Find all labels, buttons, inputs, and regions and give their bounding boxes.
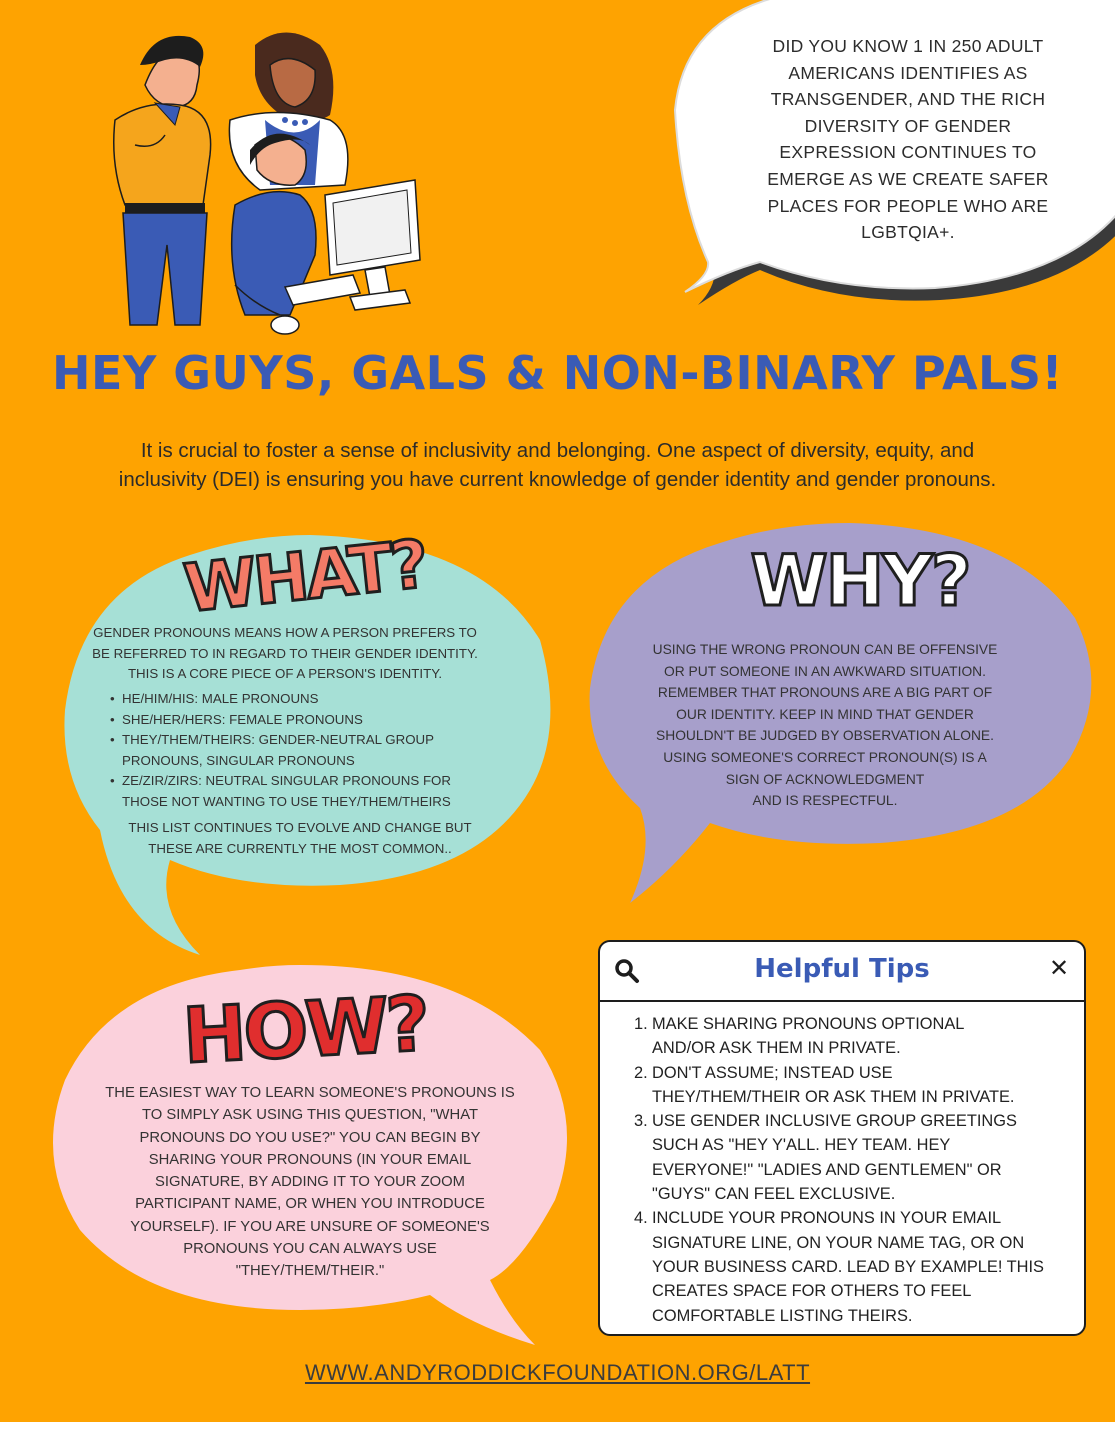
list-item (634, 1206, 1068, 1327)
helpful-tips-window (598, 940, 1086, 1336)
tips-header (600, 942, 1084, 1002)
how-line: THE EASIEST WAY TO LEARN SOMEONE'S PRONOUNS IS (105, 1085, 515, 1101)
fact-line: DIVERSITY OF GENDER (804, 115, 1012, 136)
what-intro-line: BE REFERRED TO IN REGARD TO THEIR GENDER IDENTITY. (92, 645, 478, 661)
list-item (112, 710, 512, 731)
how-line: "THEY/THEM/THEIR." (235, 1263, 385, 1280)
tip-number: 4. (634, 1209, 648, 1228)
tip-line: MAKE SHARING PRONOUNS OPTIONAL (652, 1015, 965, 1033)
list-item (634, 1061, 1068, 1110)
pronoun-item-text: HE/HIM/HIS: MALE PRONOUNS (122, 691, 319, 706)
tips-title: Helpful Tips (754, 954, 930, 984)
tip-line: YOUR BUSINESS CARD. LEAD BY EXAMPLE! THIS (652, 1257, 1044, 1276)
pronoun-item-text: ZE/ZIR/ZIRS: NEUTRAL SINGULAR PRONOUNS FOR (122, 773, 452, 788)
tip-line: SUCH AS "HEY Y'ALL. HEY TEAM. HEY (652, 1136, 951, 1155)
tip-number: 2. (634, 1063, 648, 1082)
why-line: AND IS RESPECTFUL. (752, 793, 898, 809)
why-body-text (615, 639, 1035, 812)
fact-line: DID YOU KNOW 1 IN 250 ADULT (772, 36, 1044, 56)
what-intro-line: GENDER PRONOUNS MEANS HOW A PERSON PREFERS TO (93, 625, 477, 640)
intro-line: It is crucial to foster a sense of inclusivity and belonging. One aspect of diversity, equity, and (140, 439, 975, 462)
pronoun-item-text: SHE/HER/HERS: FEMALE PRONOUNS (122, 711, 363, 727)
tip-line: INCLUDE YOUR PRONOUNS IN YOUR EMAIL (652, 1209, 1002, 1228)
tip-line: THEY/THEM/THEIR OR ASK THEM IN PRIVATE. (652, 1087, 1015, 1106)
how-line: SIGNATURE, BY ADDING IT TO YOUR ZOOM (155, 1174, 465, 1191)
list-item (112, 730, 512, 771)
intro-line: inclusivity (DEI) is ensuring you have current knowledge of gender identity and gender pronouns. (118, 468, 997, 491)
tip-line: USE GENDER INCLUSIVE GROUP GREETINGS (652, 1112, 1017, 1131)
what-heading: WHAT? (180, 525, 430, 628)
how-line: PARTICIPANT NAME, OR WHEN YOU INTRODUCE (135, 1196, 485, 1213)
what-intro-text (85, 623, 485, 685)
people-at-computer-illustration (85, 25, 445, 345)
how-line: YOURSELF). IF YOU ARE UNSURE OF SOMEONE'S (130, 1218, 490, 1235)
how-line: SHARING YOUR PRONOUNS (IN YOUR EMAIL (148, 1151, 472, 1168)
list-item (634, 1012, 1068, 1061)
why-line: USING SOMEONE'S CORRECT PRONOUN(S) IS A (663, 749, 987, 765)
bottom-divider (0, 1422, 1115, 1430)
tip-line: DON'T ASSUME; INSTEAD USE (652, 1063, 893, 1082)
foundation-url-link[interactable]: WWW.ANDYRODDICKFOUNDATION.ORG/LATT (304, 1360, 811, 1385)
tips-list (634, 1012, 1068, 1328)
why-line: OUR IDENTITY. KEEP IN MIND THAT GENDER (676, 706, 974, 722)
fact-line: AMERICANS IDENTIFIES AS (788, 62, 1028, 83)
how-line: PRONOUNS YOU CAN ALWAYS USE (183, 1241, 437, 1258)
why-heading: WHY? (750, 540, 970, 622)
fact-line: PLACES FOR PEOPLE WHO ARE (767, 195, 1049, 216)
what-footer-line: THIS LIST CONTINUES TO EVOLVE AND CHANGE BUT (128, 820, 472, 835)
why-line: USING THE WRONG PRONOUN CAN BE OFFENSIVE (652, 642, 998, 657)
tip-line: COMFORTABLE LISTING THEIRS. (652, 1306, 913, 1325)
list-item (112, 689, 512, 710)
pronoun-item-text: THOSE NOT WANTING TO USE THEY/THEM/THEIRS (122, 793, 451, 809)
fact-line: TRANSGENDER, AND THE RICH (770, 89, 1046, 110)
tip-number: 3. (634, 1112, 648, 1131)
what-intro-line: THIS IS A CORE PIECE OF A PERSON'S IDENTITY. (127, 666, 443, 681)
pronoun-item-text: PRONOUNS, SINGULAR PRONOUNS (122, 752, 355, 768)
close-icon[interactable]: ✕ (1048, 955, 1070, 982)
how-line: TO SIMPLY ASK USING THIS QUESTION, "WHAT (141, 1107, 479, 1124)
tip-line: CREATES SPACE FOR OTHERS TO FEEL (652, 1282, 972, 1301)
list-item (112, 771, 512, 812)
pronoun-list (100, 689, 512, 812)
fact-line: EMERGE AS WE CREATE SAFER (767, 168, 1049, 189)
what-footer-line: THESE ARE CURRENTLY THE MOST COMMON.. (148, 840, 452, 856)
how-heading: HOW? (180, 978, 430, 1081)
why-line: SIGN OF ACKNOWLEDGMENT (725, 771, 925, 787)
tip-line: EVERYONE!" "LADIES AND GENTLEMEN" OR (652, 1160, 1002, 1179)
why-line: SHOULDN'T BE JUDGED BY OBSERVATION ALONE. (656, 728, 994, 744)
list-item (634, 1109, 1068, 1206)
fact-line: EXPRESSION CONTINUES TO (779, 142, 1037, 163)
fact-line: LGBTQIA+. (861, 222, 955, 243)
tip-number: 1. (634, 1015, 648, 1033)
page-title: HEY GUYS, GALS & NON-BINARY PALS! (52, 346, 1063, 400)
pronoun-item-text: THEY/THEM/THEIRS: GENDER-NEUTRAL GROUP (122, 732, 435, 747)
tip-line: SIGNATURE LINE, ON YOUR NAME TAG, OR ON (652, 1233, 1025, 1252)
tip-line: AND/OR ASK THEM IN PRIVATE. (652, 1039, 901, 1058)
tip-line: "GUYS" CAN FEEL EXCLUSIVE. (652, 1185, 896, 1204)
what-footer-text (90, 818, 510, 859)
fact-bubble-text (738, 33, 1078, 246)
how-line: PRONOUNS DO YOU USE?" YOU CAN BEGIN BY (139, 1129, 481, 1146)
intro-paragraph (40, 436, 1075, 494)
why-line: REMEMBER THAT PRONOUNS ARE A BIG PART OF (657, 685, 993, 701)
how-body-text (80, 1082, 540, 1283)
why-line: OR PUT SOMEONE IN AN AWKWARD SITUATION. (664, 663, 986, 679)
